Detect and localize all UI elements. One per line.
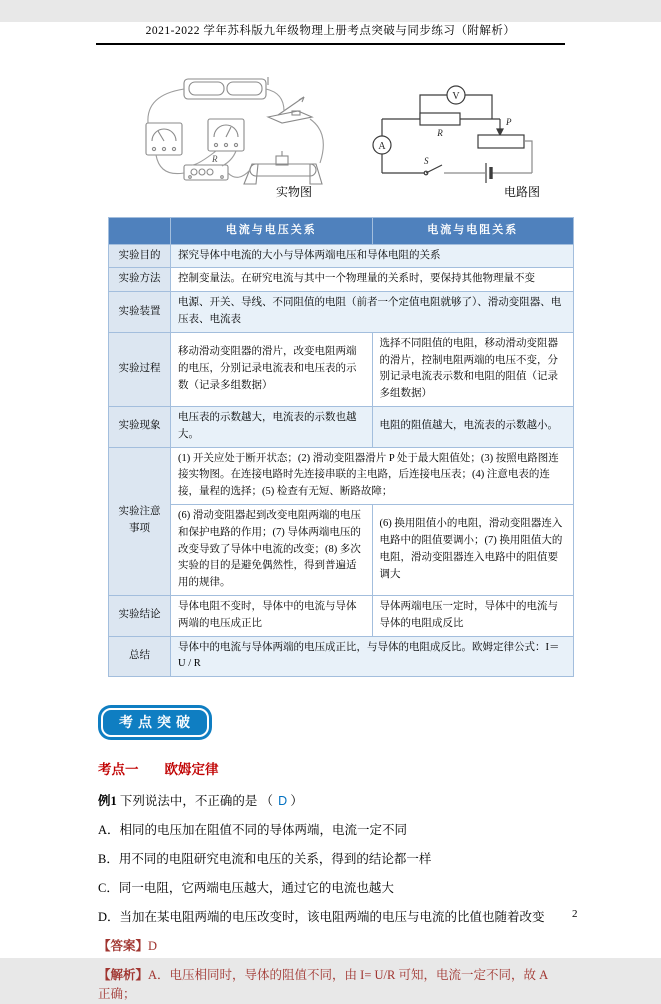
circuit-diagram-figure [368,77,546,189]
option-d: D．当加在某电阻两端的电压改变时，该电阻两端的电压与电流的比值也随着改变 [98,910,545,925]
experiment-table [108,217,574,677]
table-cell: (6) 换用阻值小的电阻，滑动变阻器连入电路中的阻值要调小；(7) 换用阻值大的电阻，滑动变阻器连入电路中的阻值要调大 [372,504,574,595]
example-stem: 下列说法中，不正确的是 [119,794,258,809]
answer-paren-open: （ [260,794,276,809]
analysis-line [98,966,563,1004]
table-cell: 控制变量法。在研究电流与其中一个物理量的关系时，要保持其他物理量不变 [171,268,574,292]
slider-label: P [506,117,512,127]
answer-letter: D [278,794,288,809]
table-row [109,244,574,268]
answer-paren-close: ） [290,794,305,809]
row-label: 实验过程 [109,332,171,406]
table-row [109,595,574,636]
table-cell: 电阻的阻值越大，电流表的示数越小。 [372,406,574,447]
physical-resistor-label: R [212,154,218,164]
topic-index: 考点一 [98,762,139,778]
table-row [109,268,574,292]
example-tag: 例1 [98,794,117,809]
section-badge-wrap [98,705,661,740]
table-row [109,406,574,447]
topic-title: 欧姆定律 [164,762,219,778]
table-header-row [109,218,574,245]
table-row [109,636,574,677]
row-label: 实验装置 [109,292,171,333]
table-header-resistance: 电流与电阻关系 [372,218,574,245]
document-page [0,22,661,1002]
document-header [96,22,565,45]
table-cell: 移动滑动变阻器的滑片，改变电阻两端的电压，分别记录电流表和电压表的示数（记录多组数据） [171,332,373,406]
table-cell: 选择不同阻值的电阻，移动滑动变阻器的滑片，控制电阻两端的电压不变，分别记录电流表示数和电阻的阻值（记录多组数据） [372,332,574,406]
row-label: 实验结论 [109,595,171,636]
table-cell: 导体电阻不变时，导体中的电流与导体两端的电压成正比 [171,595,373,636]
table-cell: 电源、开关、导线、不同阻值的电阻（前者一个定值电阻就够了）、滑动变阻器、电压表、电流表 [171,292,574,333]
answer-line [98,937,563,956]
table-header-empty [109,218,171,245]
option-c: C．同一电阻，它两端电压越大，通过它的电流也越大 [98,881,394,896]
table-row [109,504,574,595]
row-label: 实验注意事项 [109,447,171,595]
answer-value: D [148,939,158,954]
analysis-label: 【解析】 [98,968,149,983]
topic-heading [98,758,661,778]
voltmeter-label: V [452,91,460,102]
example-block [98,792,563,1004]
row-label: 实验方法 [109,268,171,292]
row-label: 实验现象 [109,406,171,447]
row-label: 实验目的 [109,244,171,268]
table-cell: 探究导体中电流的大小与导体两端电压和导体电阻的关系 [171,244,574,268]
table-cell: 导体两端电压一定时，导体中的电流与导体的电阻成反比 [372,595,574,636]
section-badge-label: 考点突破 [101,708,209,737]
circuit-figure-caption: 电路图 [504,185,541,199]
analysis-text: A．电压相同时，导体的阻值不同，由 I= U/R 可知，电流一定不同，故 A 正确； [98,968,548,1002]
table-cell: 导体中的电流与导体两端的电压成正比，与导体的电阻成反比。欧姆定律公式：I＝U / R [171,636,574,677]
switch-label: S [424,156,429,166]
document-title: 2021-2022 学年苏科版九年级物理上册考点突破与同步练习（附解析） [145,25,516,37]
table-header-voltage: 电流与电压关系 [171,218,373,245]
page-number: 2 [572,908,578,920]
table-cell: 电压表的示数越大，电流表的示数也越大。 [171,406,373,447]
figures-row [96,45,565,203]
table-row [109,332,574,406]
section-badge [98,705,212,740]
example-stem-line [98,792,563,811]
table-row [109,292,574,333]
option-b: B．用不同的电阻研究电流和电压的关系，得到的结论都一样 [98,852,432,867]
option-a: A．相同的电压加在阻值不同的导体两端，电流一定不同 [98,823,408,838]
table-row [109,447,574,504]
answer-label: 【答案】 [98,939,149,954]
row-label: 总结 [109,636,171,677]
table-cell: (6) 滑动变阻器起到改变电阻两端的电压和保护电路的作用；(7) 导体两端电压的改变导致了导体中电流的改变；(8) 多次实验的目的是避免偶然性，得到普遍适用的规律。 [171,504,373,595]
table-cell: (1) 开关应处于断开状态；(2) 滑动变阻器滑片 P 处于最大阻值处；(3) 按照电路图连接实物图。在连接电路时先连接串联的主电路，后连接电压表；(4) 注意电表的连接，量程的选择；(5) 检查有无短、断路故障； [171,447,574,504]
physical-figure-caption: 实物图 [276,185,313,199]
ammeter-label: A [378,141,386,152]
physical-apparatus-figure [132,71,332,196]
resistor-label: R [437,128,443,138]
